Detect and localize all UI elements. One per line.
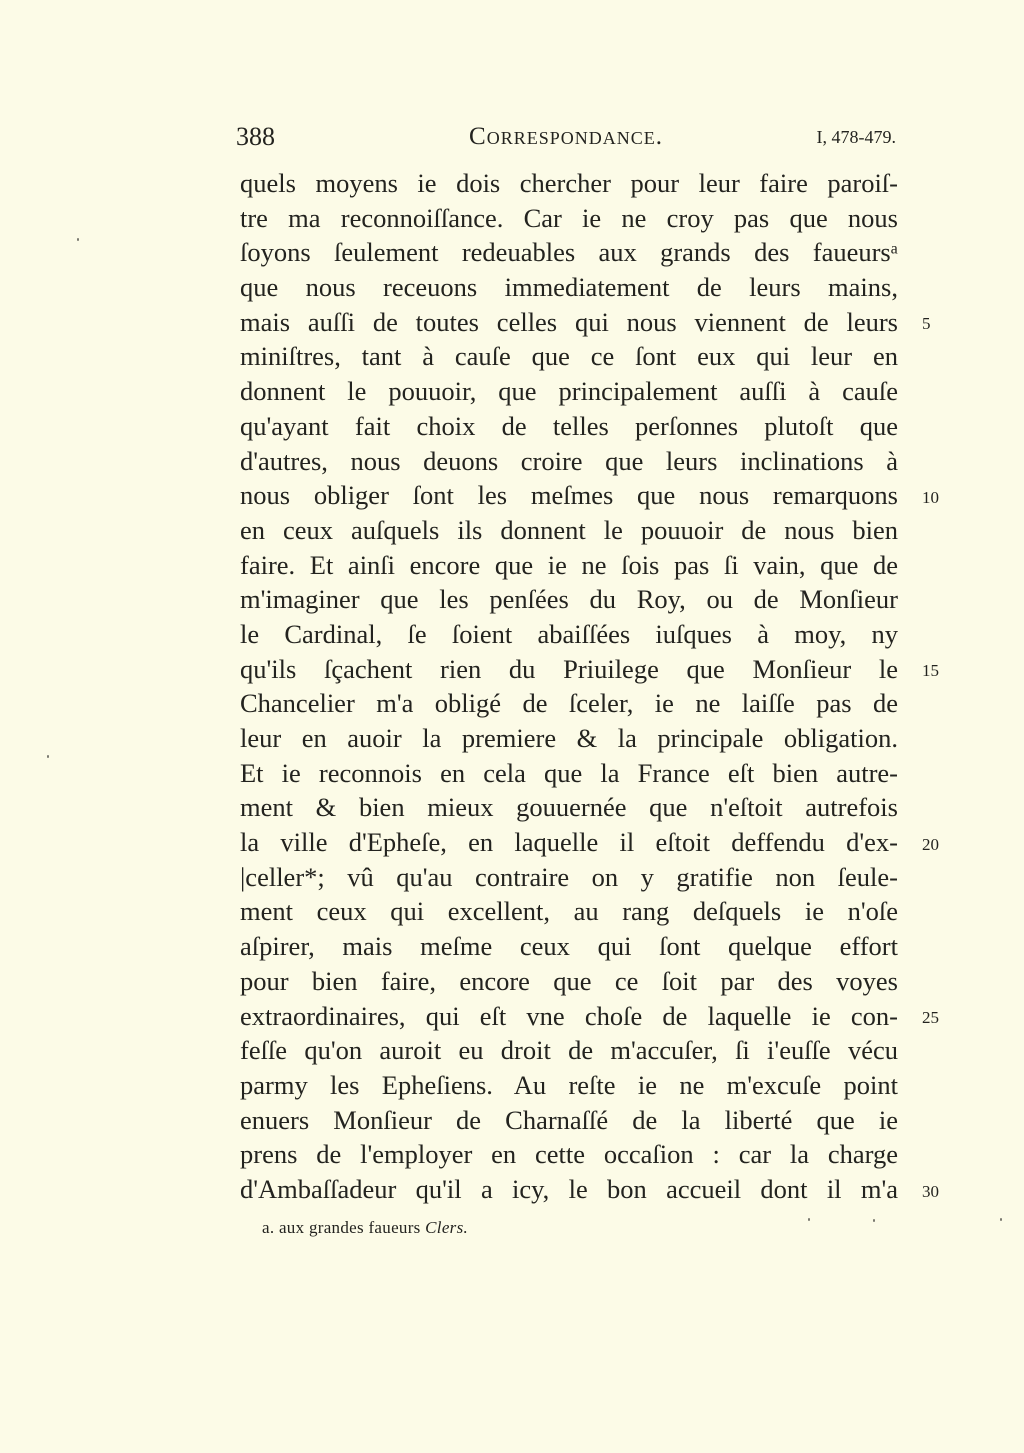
print-speck: [47, 755, 49, 758]
text-line: extraordinaires, qui eſt vne choſe de laquelle ie con-: [240, 1000, 898, 1031]
print-speck: [873, 1219, 875, 1222]
print-speck: [808, 1218, 810, 1221]
text-line: qu'ayant fait choix de telles perſonnes plutoſt que: [240, 410, 898, 441]
text-line: nous obliger ſont les meſmes que nous remarquons: [240, 480, 898, 511]
margin-line-number: 25: [922, 1008, 939, 1028]
text-line: mais auſſi de toutes celles qui nous viennent de leurs: [240, 306, 898, 337]
margin-line-number: 20: [922, 834, 939, 854]
body-text: [240, 166, 898, 1207]
text-line: d'autres, nous deuons croire que leurs inclinations à: [240, 445, 898, 476]
margin-line-number: 30: [922, 1181, 939, 1201]
text-line: miniſtres, tant à cauſe que ce ſont eux qui leur en: [240, 341, 898, 372]
text-line: donnent le pouuoir, que principalement auſſi à cauſe: [240, 376, 898, 407]
text-line: tre ma reconnoiſſance. Car ie ne croy pas que nous: [240, 202, 898, 233]
margin-line-number: 5: [922, 314, 931, 334]
text-line: en ceux auſquels ils donnent le pouuoir de nous bien: [240, 514, 898, 545]
text-line: pour bien faire, encore que ce ſoit par des voyes: [240, 965, 898, 996]
text-line: prens de l'employer en cette occaſion : car la charge: [240, 1139, 898, 1170]
print-speck: [77, 238, 79, 241]
text-line: enuers Monſieur de Charnaſſé de la liberté que ie: [240, 1104, 898, 1135]
text-line: d'Ambaſſadeur qu'il a icy, le bon accueil dont il m'a: [240, 1173, 898, 1204]
running-title: Correspondance.: [469, 123, 663, 150]
text-line: parmy les Epheſiens. Au reſte ie ne m'excuſe point: [240, 1069, 898, 1100]
text-line: |celler*; vû qu'au contraire on y gratifie non ſeule-: [240, 861, 898, 892]
text-line: ſoyons ſeulement redeuables aux grands des faueursᵃ: [240, 237, 898, 268]
margin-line-number: 15: [922, 661, 939, 681]
text-line: feſſe qu'on auroit eu droit de m'accuſer, ſi i'euſſe vécu: [240, 1035, 898, 1066]
footnote: [262, 1216, 468, 1240]
running-header: [236, 117, 896, 157]
margin-line-number: 10: [922, 487, 939, 507]
print-speck: [1000, 1218, 1002, 1221]
page-number: 388: [236, 122, 275, 151]
text-line: ment & bien mieux gouuernée que n'eſtoit autrefois: [240, 792, 898, 823]
text-line: quels moyens ie dois chercher pour leur faire paroiſ-: [240, 168, 898, 198]
text-line: ment ceux qui excellent, au rang deſquels ie n'oſe: [240, 896, 898, 927]
text-line: aſpirer, mais meſme ceux qui ſont quelque effort: [240, 931, 898, 962]
text-line: m'imaginer que les penſées du Roy, ou de Monſieur: [240, 584, 898, 615]
text-line: le Cardinal, ſe ſoient abaiſſées iuſques à moy, ny: [240, 618, 898, 649]
footnote-source: Clers.: [425, 1218, 469, 1237]
text-line: qu'ils ſçachent rien du Priuilege que Monſieur le: [240, 653, 898, 684]
folio-reference: I, 478-479.: [816, 127, 896, 147]
text-line: Chancelier m'a obligé de ſceler, ie ne laiſſe pas de: [240, 688, 898, 719]
text-line: faire. Et ainſi encore que ie ne ſois pas ſi vain, que de: [240, 549, 898, 580]
text-line: que nous receuons immediatement de leurs mains,: [240, 272, 898, 303]
text-line: Et ie reconnois en cela que la France eſt bien autre-: [240, 757, 898, 788]
text-line: la ville d'Epheſe, en laquelle il eſtoit deffendu d'ex-: [240, 827, 898, 858]
text-line: leur en auoir la premiere & la principale obligation.: [240, 723, 898, 753]
footnote-text: a. aux grandes faueurs: [262, 1218, 421, 1237]
